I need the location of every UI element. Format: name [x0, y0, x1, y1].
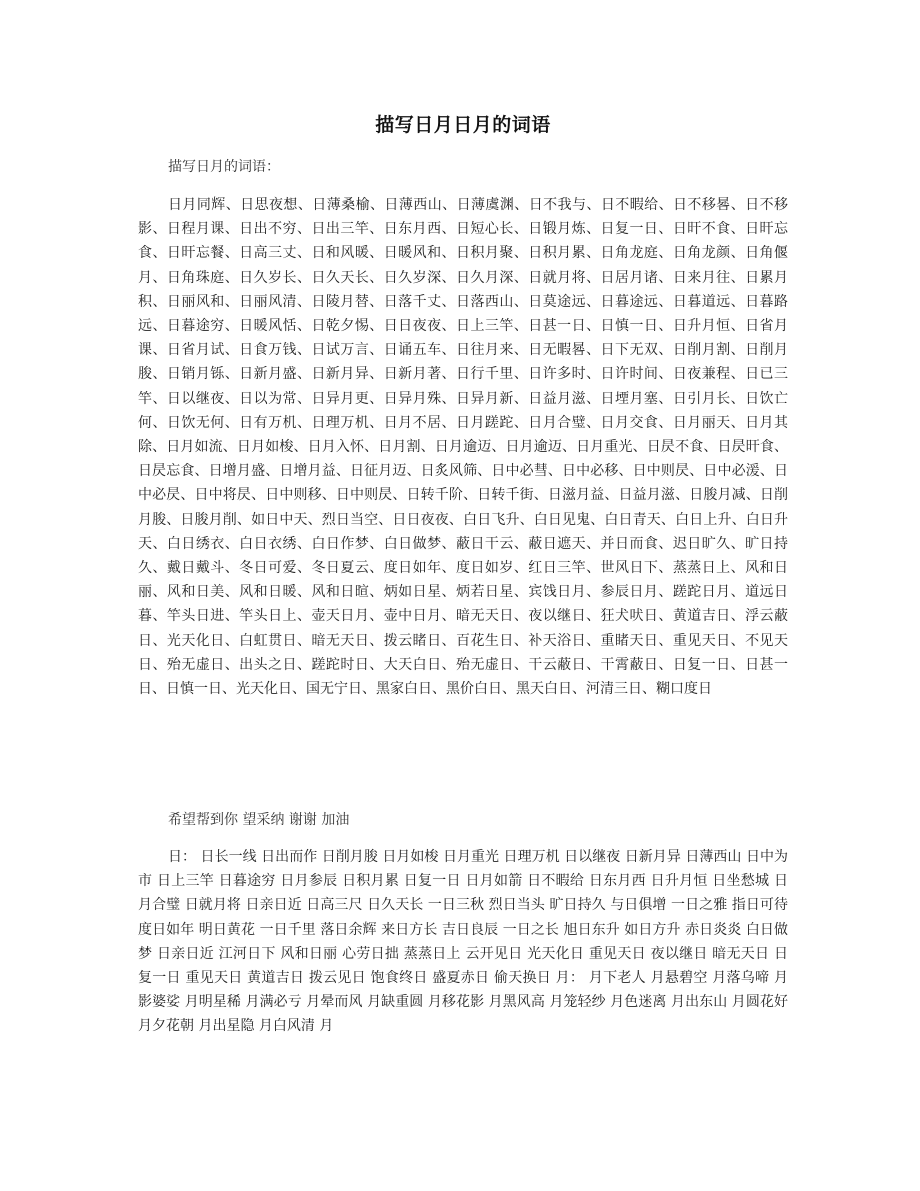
document-page [138, 0, 788, 1191]
closing-remark: 希望帮到你 望采纳 谢谢 加油 [168, 812, 350, 828]
document-subtitle: 描写日月的词语： [168, 159, 280, 175]
paragraph-sun-moon-idioms: 日： 日长一线 日出而作 日削月朘 日月如梭 日月重光 日理万机 日以继夜 日新月异 日薄西山 日中为市 日上三竿 日暮途穷 日月参辰 日积月累 日复一日 日月如箭 日不暇给 日东月西 日升月恒 日坐愁城 日月合璧 日就月将 日亲日近 日高三尺 日久天长 一日三秋 烈日当头 旷日持久 与日俱增 一日之雅 指日可待 度日如年 明日黄花 一日千里 落日余辉 来日方长 吉日良辰 一日之长 旭日东升 如日方升 赤日炎炎 白日做梦 日亲日近 江河日下 风和日丽 心劳日拙 蒸蒸日上 云开见日 光天化日 重见天日 夜以继日 暗无天日 日复一日 重见天日 黄道吉日 拨云见日 饱食终日 盛夏赤日 偷天换日 月： 月下老人 月悬碧空 月落乌啼 月影婆娑 月明星稀 月满必亏 月晕而风 月缺重圆 月移花影 月黑风高 月笼轻纱 月色迷离 月出东山 月圆花好 月夕花朝 月出星隐 月白风清 月 [138, 849, 788, 1035]
paragraph-idioms-list: 日月同辉、日思夜想、日薄桑榆、日薄西山、日薄虞渊、日不我与、日不暇给、日不移晷、日不移影、日程月课、日出不穷、日出三竿、日东月西、日短心长、日锻月炼、日复一日、日旰不食、日旰忘食、日旰忘餐、日高三丈、日和风暖、日暖风和、日积月聚、日积月累、日角龙庭、日角龙颜、日角偃月、日角珠庭、日久岁长、日久天长、日久岁深、日久月深、日就月将、日居月诸、日来月往、日累月积、日丽风和、日丽风清、日陵月替、日落千丈、日落西山、日莫途远、日暮途远、日暮道远、日暮路远、日暮途穷、日暖风恬、日乾夕惕、日日夜夜、日上三竿、日甚一日、日慎一日、日升月恒、日省月课、日省月试、日食万钱、日试万言、日诵五车、日往月来、日无暇晷、日下无双、日削月割、日削月朘、日销月铄、日新月盛、日新月异、日新月著、日行千里、日许多时、日许时间、日夜兼程、日已三竿、日以继夜、日以为常、日异月更、日异月殊、日异月新、日益月滋、日堙月塞、日引月长、日饮亡何、日饮无何、日有万机、日理万机、日月不居、日月蹉跎、日月合璧、日月交食、日月丽天、日月其除、日月如流、日月如梭、日月入怀、日月割、日月逾迈、日月逾迈、日月重光、日昃不食、日昃旰食、日昃忘食、日增月盛、日增月益、日征月迈、日炙风筛、日中必彗、日中必移、日中则昃、日中必湲、日中必昃、日中将昃、日中则移、日中则昃、日转千阶、日转千街、日滋月益、日益月滋、日朘月减、日削月朘、日朘月削、如日中天、烈日当空、日日夜夜、白日飞升、白日见鬼、白日青天、白日上升、白日升天、白日绣衣、白日衣绣、白日作梦、白日做梦、蔽日干云、蔽日遮天、并日而食、迟日旷久、旷日持久、戴日戴斗、冬日可爱、冬日夏云、度日如年、度日如岁、红日三竿、世风日下、蒸蒸日上、风和日丽、风和日美、风和日暖、风和日暄、炳如日星、炳若日星、宾饯日月、参辰日月、蹉跎日月、道远日暮、竿头日进、竿头日上、壶天日月、壶中日月、暗无天日、夜以继日、狂犬吠日、黄道吉日、浮云蔽日、光天化日、白虹贯日、暗无天日、拨云睹日、百花生日、补天浴日、重睹天日、重见天日、不见天日、殆无虚日、出头之日、蹉跎时日、大天白日、殆无虚日、干云蔽日、干霄蔽日、日复一日、日甚一日、日慎一日、光天化日、国无宁日、黑家白日、黑价白日、黑天白日、河清三日、糊口度日 [138, 197, 788, 698]
document-title: 描写日月日月的词语 [375, 114, 551, 136]
